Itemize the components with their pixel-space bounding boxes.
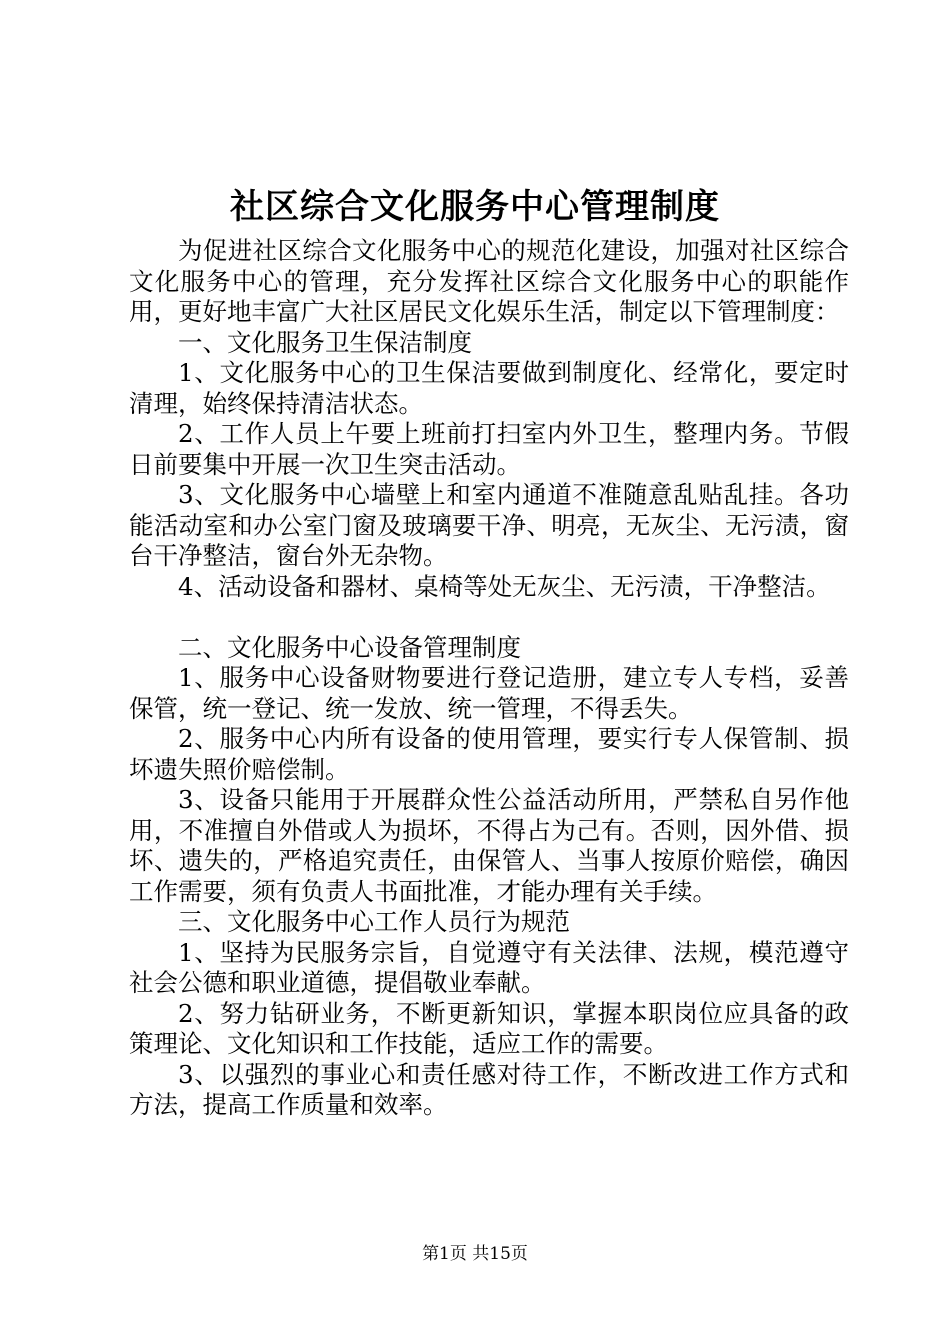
section-heading-1: 一、文化服务卫生保洁制度 xyxy=(178,327,472,357)
section-3-item-3: 3、以强烈的事业心和责任感对待工作，不断改进工作方式和方法，提高工作质量和效率。 xyxy=(129,1059,849,1119)
section-1-item-2: 2、工作人员上午要上班前打扫室内外卫生，整理内务。节假日前要集中开展一次卫生突击活动。 xyxy=(129,419,849,479)
section-1-item-4: 4、活动设备和器材、桌椅等处无灰尘、无污渍，干净整洁。 xyxy=(178,571,831,601)
section-2-item-1: 1、服务中心设备财物要进行登记造册，建立专人专档，妥善保管，统一登记、统一发放、统一管理，不得丢失。 xyxy=(129,663,849,723)
section-3-item-2: 2、努力钻研业务，不断更新知识，掌握本职岗位应具备的政策理论、文化知识和工作技能，适应工作的需要。 xyxy=(129,998,849,1058)
section-2-item-2: 2、服务中心内所有设备的使用管理，要实行专人保管制、损坏遗失照价赔偿制。 xyxy=(129,724,849,784)
section-2-item-3: 3、设备只能用于开展群众性公益活动所用，严禁私自另作他用，不准擅自外借或人为损坏，不得占为己有。否则，因外借、损坏、遗失的，严格追究责任，由保管人、当事人按原价赔偿，确因工作需要，须有负责人书面批准，才能办理有关手续。 xyxy=(129,785,849,906)
section-1-item-3: 3、文化服务中心墙壁上和室内通道不准随意乱贴乱挂。各功能活动室和办公室门窗及玻璃要干净、明亮，无灰尘、无污渍，窗台干净整洁，窗台外无杂物。 xyxy=(129,480,849,570)
page-footer: 第1页 共15页 xyxy=(422,1244,528,1264)
section-heading-3: 三、文化服务中心工作人员行为规范 xyxy=(178,907,570,936)
document-title: 社区综合文化服务中心管理制度 xyxy=(230,187,720,227)
section-3-item-1: 1、坚持为民服务宗旨，自觉遵守有关法律、法规，模范遵守社会公德和职业道德，提倡敬业奉献。 xyxy=(129,937,849,997)
section-heading-2: 二、文化服务中心设备管理制度 xyxy=(178,632,521,662)
blank-line xyxy=(129,602,849,633)
section-1-item-1: 1、文化服务中心的卫生保洁要做到制度化、经常化，要定时清理，始终保持清洁状态。 xyxy=(129,358,849,418)
document-body xyxy=(129,236,849,1121)
intro-paragraph: 为促进社区综合文化服务中心的规范化建设，加强对社区综合文化服务中心的管理，充分发挥社区综合文化服务中心的职能作用，更好地丰富广大社区居民文化娱乐生活，制定以下管理制度： xyxy=(129,236,849,326)
